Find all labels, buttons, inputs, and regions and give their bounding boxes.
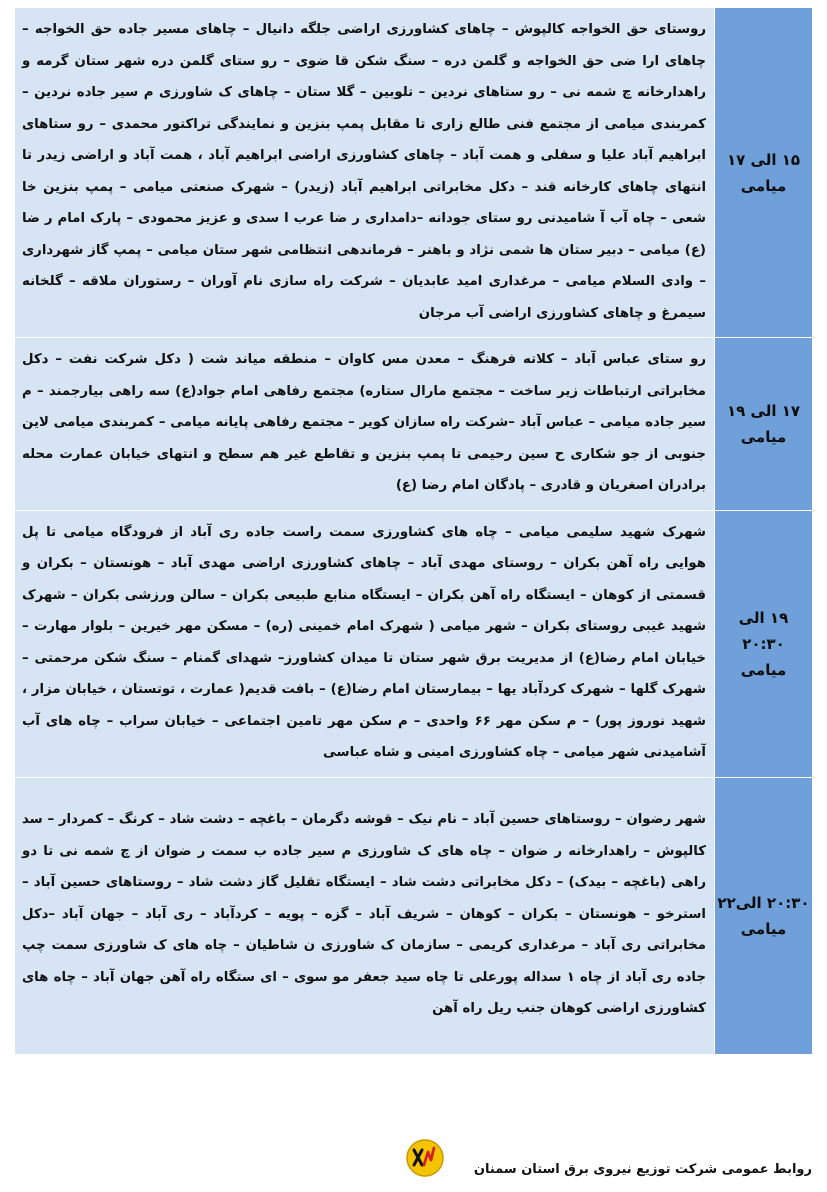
schedule-row [15,8,813,338]
footer-caption: روابط عمومی شرکت توزیع نیروی برق استان سمنان [473,1162,812,1177]
city-name: میامی [740,176,787,195]
time-slot-cell [715,510,813,777]
time-slot-cell [715,8,813,338]
city-name: میامی [740,427,787,446]
electricity-company-logo-icon [405,1138,445,1178]
city-name: میامی [740,919,787,938]
time-slot-cell [715,338,813,511]
schedule-row [15,510,813,777]
footer [473,1138,812,1190]
city-name: میامی [740,660,787,679]
outage-schedule-table [14,7,813,1055]
time-range: ۱۹ الی ۲۰:۳۰ [738,608,789,653]
affected-areas: روستای حق الخواجه کالپوش – چاهای کشاورزی اراضی جلگه دانیال – چاهای مسیر جاده حق الخواجه – چاهای ارا ضی حق الخواجه و گلمن دره – سنگ شکن قا ضوی – رو ستای گلمن دره شهر ستان گرمه و راهدارخانه چ شمه نی – رو ستاهای نردین – تلوبین – گلا ستان – چاهای ک شاورزی م سیر جاده نردین – کمربندی میامی از مجتمع فنی طالع زاری تا مقابل پمپ بنزین و نمایندگی تراکتور محمدی – رو ستاهای ابراهیم آباد علیا و سفلی و همت آباد – چاهای کشاورزی اراضی ابراهیم آباد ، همت آباد و اراضی زیدر تا انتهای چاهای کارخانه قند – دکل مخابراتی ابراهیم آباد (زیدر) – شهرک صنعتی میامی – پمپ بنزین خا شعی – چاه آب آ شامیدنی رو ستای جودانه –دامداری ر ضا عرب ا سدی و عزیز محمودی – پارک امام ر ضا (ع) میامی – دبیر ستان ها شمی نژاد و باهنر – فرماندهی انتظامی شهر ستان میامی – پمپ گاز شهرداری – وادی السلام میامی – مرغداری امید عابدیان – شرکت راه سازی نام آوران – رستوران ملاقه – گلخانه سیمرغ و چاهای کشاورزی اراضی آب مرجان [15,8,715,338]
schedule-row [15,777,813,1054]
time-range: ۱۵ الی ۱۷ [726,150,801,169]
affected-areas: رو ستای عباس آباد – کلاته فرهنگ – معدن مس کاوان – منطقه میاند شت ( دکل شرکت نفت – دکل مخابراتی ارتباطات زیر ساخت – مجتمع مارال ستاره) مجتمع رفاهی امام جواد(ع) سه راهی بیارجمند – م سیر جاده میامی – عباس آباد –شرکت راه سازان کویر – مجتمع رفاهی پایانه میامی – کمربندی میامی لاین جنوبی از جو شکاری ح سین رحیمی تا پمپ بنزین و تقاطع غیر هم سطح و انتهای خیابان عمارت محله برادران اصغریان و قادری – پادگان امام رضا (ع) [15,338,715,511]
affected-areas: شهرک شهید سلیمی میامی – چاه های کشاورزی سمت راست جاده ری آباد از فرودگاه میامی تا پل هوایی راه آهن بکران – روستای مهدی آباد – چاهای کشاورزی اراضی مهدی آباد – هونستان – بکران و قسمتی از کوهان – ایستگاه راه آهن بکران – ایستگاه منابع طبیعی بکران – سالن ورزشی بکران – شهرک شهید غیبی روستای بکران – شهر میامی ( شهرک امام خمینی (ره) – مسکن مهر خیرین – بلوار مهارت – خیابان امام رضا(ع) از مدیریت برق شهر ستان تا میدان کشاورز– شهدای گمنام – سنگ شکن مرحمتی – شهرک گلها – شهرک کردآباد یها – بیمارستان امام رضا(ع) – بافت قدیم( عمارت ، توتستان ، خیابان مزار ، شهید نوروز پور) – م سکن مهر ۶۶ واحدی – م سکن مهر تامین اجتماعی – خیابان سراب – چاه های آب آشامیدنی شهر میامی – چاه کشاورزی امینی و شاه عباسی [15,510,715,777]
time-range: ۲۰:۳۰ الی۲۲ [717,893,810,912]
affected-areas: شهر رضوان – روستاهای حسین آباد – نام نیک – قوشه دگرمان – باغچه – دشت شاد – کرنگ – کمردار – سد کالپوش – راهدارخانه ر ضوان – چاه های ک شاورزی م سیر جاده ب سمت ر ضوان از چ شمه نی تا دو راهی (باغچه – بیدک) – دکل مخابراتی دشت شاد – ایستگاه تقلیل گاز دشت شاد – روستاهای حسین آباد – استرخو – هونستان – بکران – کوهان – شریف آباد – گزه – پویه – کردآباد – ری آباد – جهان آباد –دکل مخابراتی ری آباد – مرغداری کریمی – سازمان ک شاورزی ن شاطیان – چاه های ک شاورزی سمت چپ جاده ری آباد از چاه ۱ سداله پورعلی تا چاه سید جعفر مو سوی – ای ستگاه راه آهن جهان آباد – چاه های کشاورزی اراضی کوهان جنب ریل راه آهن [15,777,715,1054]
time-range: ۱۷ الی ۱۹ [726,401,801,420]
schedule-row [15,338,813,511]
time-slot-cell [715,777,813,1054]
